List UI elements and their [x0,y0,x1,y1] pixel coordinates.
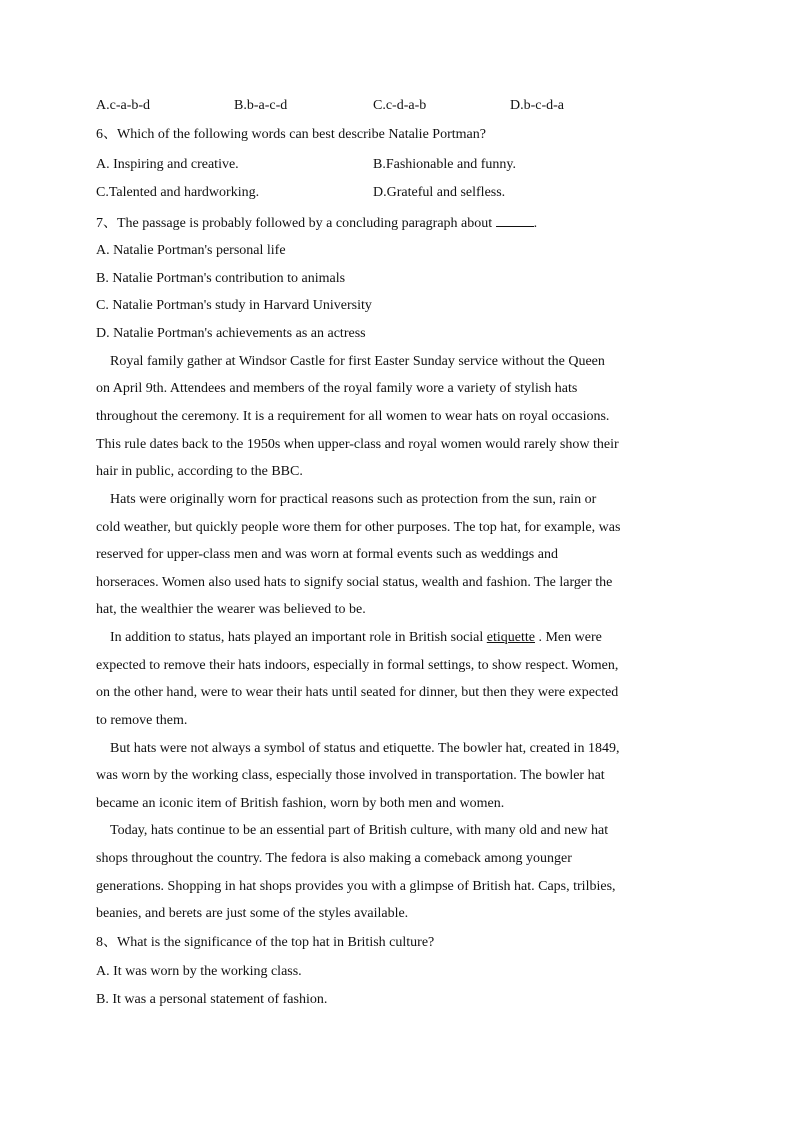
passage-p5-line-4: beanies, and berets are just some of the styles available. [96,906,409,921]
passage-p1-line-4: This rule dates back to the 1950s when upper-class and royal women would rarely show their [96,437,619,452]
passage-p1-line-5: hair in public, according to the BBC. [96,464,303,479]
q7-option-c: C. Natalie Portman's study in Harvard University [96,298,372,313]
passage-p5-line-3: generations. Shopping in hat shops provides you with a glimpse of British hat. Caps, trilbies, [96,879,616,894]
q6-options-row-2 [96,184,696,202]
passage-p3-text-after: . Men were [534,630,602,645]
passage-p5-line-1: Today, hats continue to be an essential part of British culture, with many old and new hat [110,823,609,838]
passage-p2-line-3: reserved for upper-class men and was worn at formal events such as weddings and [96,547,558,562]
passage-p3-line-4: to remove them. [96,713,188,728]
q8-option-a: A. It was worn by the working class. [96,964,302,979]
passage-p4-line-2: was worn by the working class, especially those involved in transportation. The bowler hat [96,768,605,783]
passage-p2-line-1: Hats were originally worn for practical reasons such as protection from the sun, rain or [110,492,597,507]
q6-option-b: B.Fashionable and funny. [373,157,516,172]
q7-question-end: . [533,216,538,231]
passage-p5-line-2: shops throughout the country. The fedora is also making a comeback among younger [96,851,572,866]
q6-option-c: C.Talented and hardworking. [96,185,260,200]
q7-option-a: A. Natalie Portman's personal life [96,243,286,258]
q5-option-b: B.b-a-c-d [234,98,288,113]
passage-p1-line-3: throughout the ceremony. It is a requirement for all women to wear hats on royal occasions. [96,409,610,424]
q7-option-b: B. Natalie Portman's contribution to animals [96,271,346,286]
passage-p2-line-2: cold weather, but quickly people wore them for other purposes. The top hat, for example, was [96,520,621,535]
passage-p1-line-1: Royal family gather at Windsor Castle for first Easter Sunday service without the Queen [110,354,605,369]
passage-p3-text-before: In addition to status, hats played an important role in British social [110,630,487,645]
q8-option-b: B. It was a personal statement of fashion. [96,992,328,1007]
q7-answer-blank [496,213,534,227]
q8-question: 8、What is the significance of the top hat in British culture? [96,935,435,950]
q7-question [96,213,537,231]
q7-question-text: 7、The passage is probably followed by a concluding paragraph about [96,216,496,231]
q6-option-d: D.Grateful and selfless. [373,185,506,200]
passage-p3-line-3: on the other hand, were to wear their hats until seated for dinner, but then they were expected [96,685,619,700]
passage-p2-line-5: hat, the wealthier the wearer was believed to be. [96,602,366,617]
passage-p3-line-2: expected to remove their hats indoors, especially in formal settings, to show respect. Women, [96,658,619,673]
etiquette-underlined-word: etiquette [486,630,535,645]
q6-options-row-1 [96,156,696,174]
passage-p1-line-2: on April 9th. Attendees and members of the royal family wore a variety of stylish hats [96,381,578,396]
passage-p2-line-4: horseraces. Women also used hats to signify social status, wealth and fashion. The larger the [96,575,613,590]
q6-question: 6、Which of the following words can best describe Natalie Portman? [96,127,486,142]
passage-p4-line-3: became an iconic item of British fashion, worn by both men and women. [96,796,505,811]
q5-option-a: A.c-a-b-d [96,98,151,113]
passage-p3-line-1 [110,629,602,647]
q5-option-c: C.c-d-a-b [373,98,427,113]
q6-option-a: A. Inspiring and creative. [96,157,239,172]
q7-option-d: D. Natalie Portman's achievements as an actress [96,326,366,341]
passage-p4-line-1: But hats were not always a symbol of status and etiquette. The bowler hat, created in 1849, [110,741,620,756]
q5-option-d: D.b-c-d-a [510,98,565,113]
q5-options-row [96,97,696,115]
